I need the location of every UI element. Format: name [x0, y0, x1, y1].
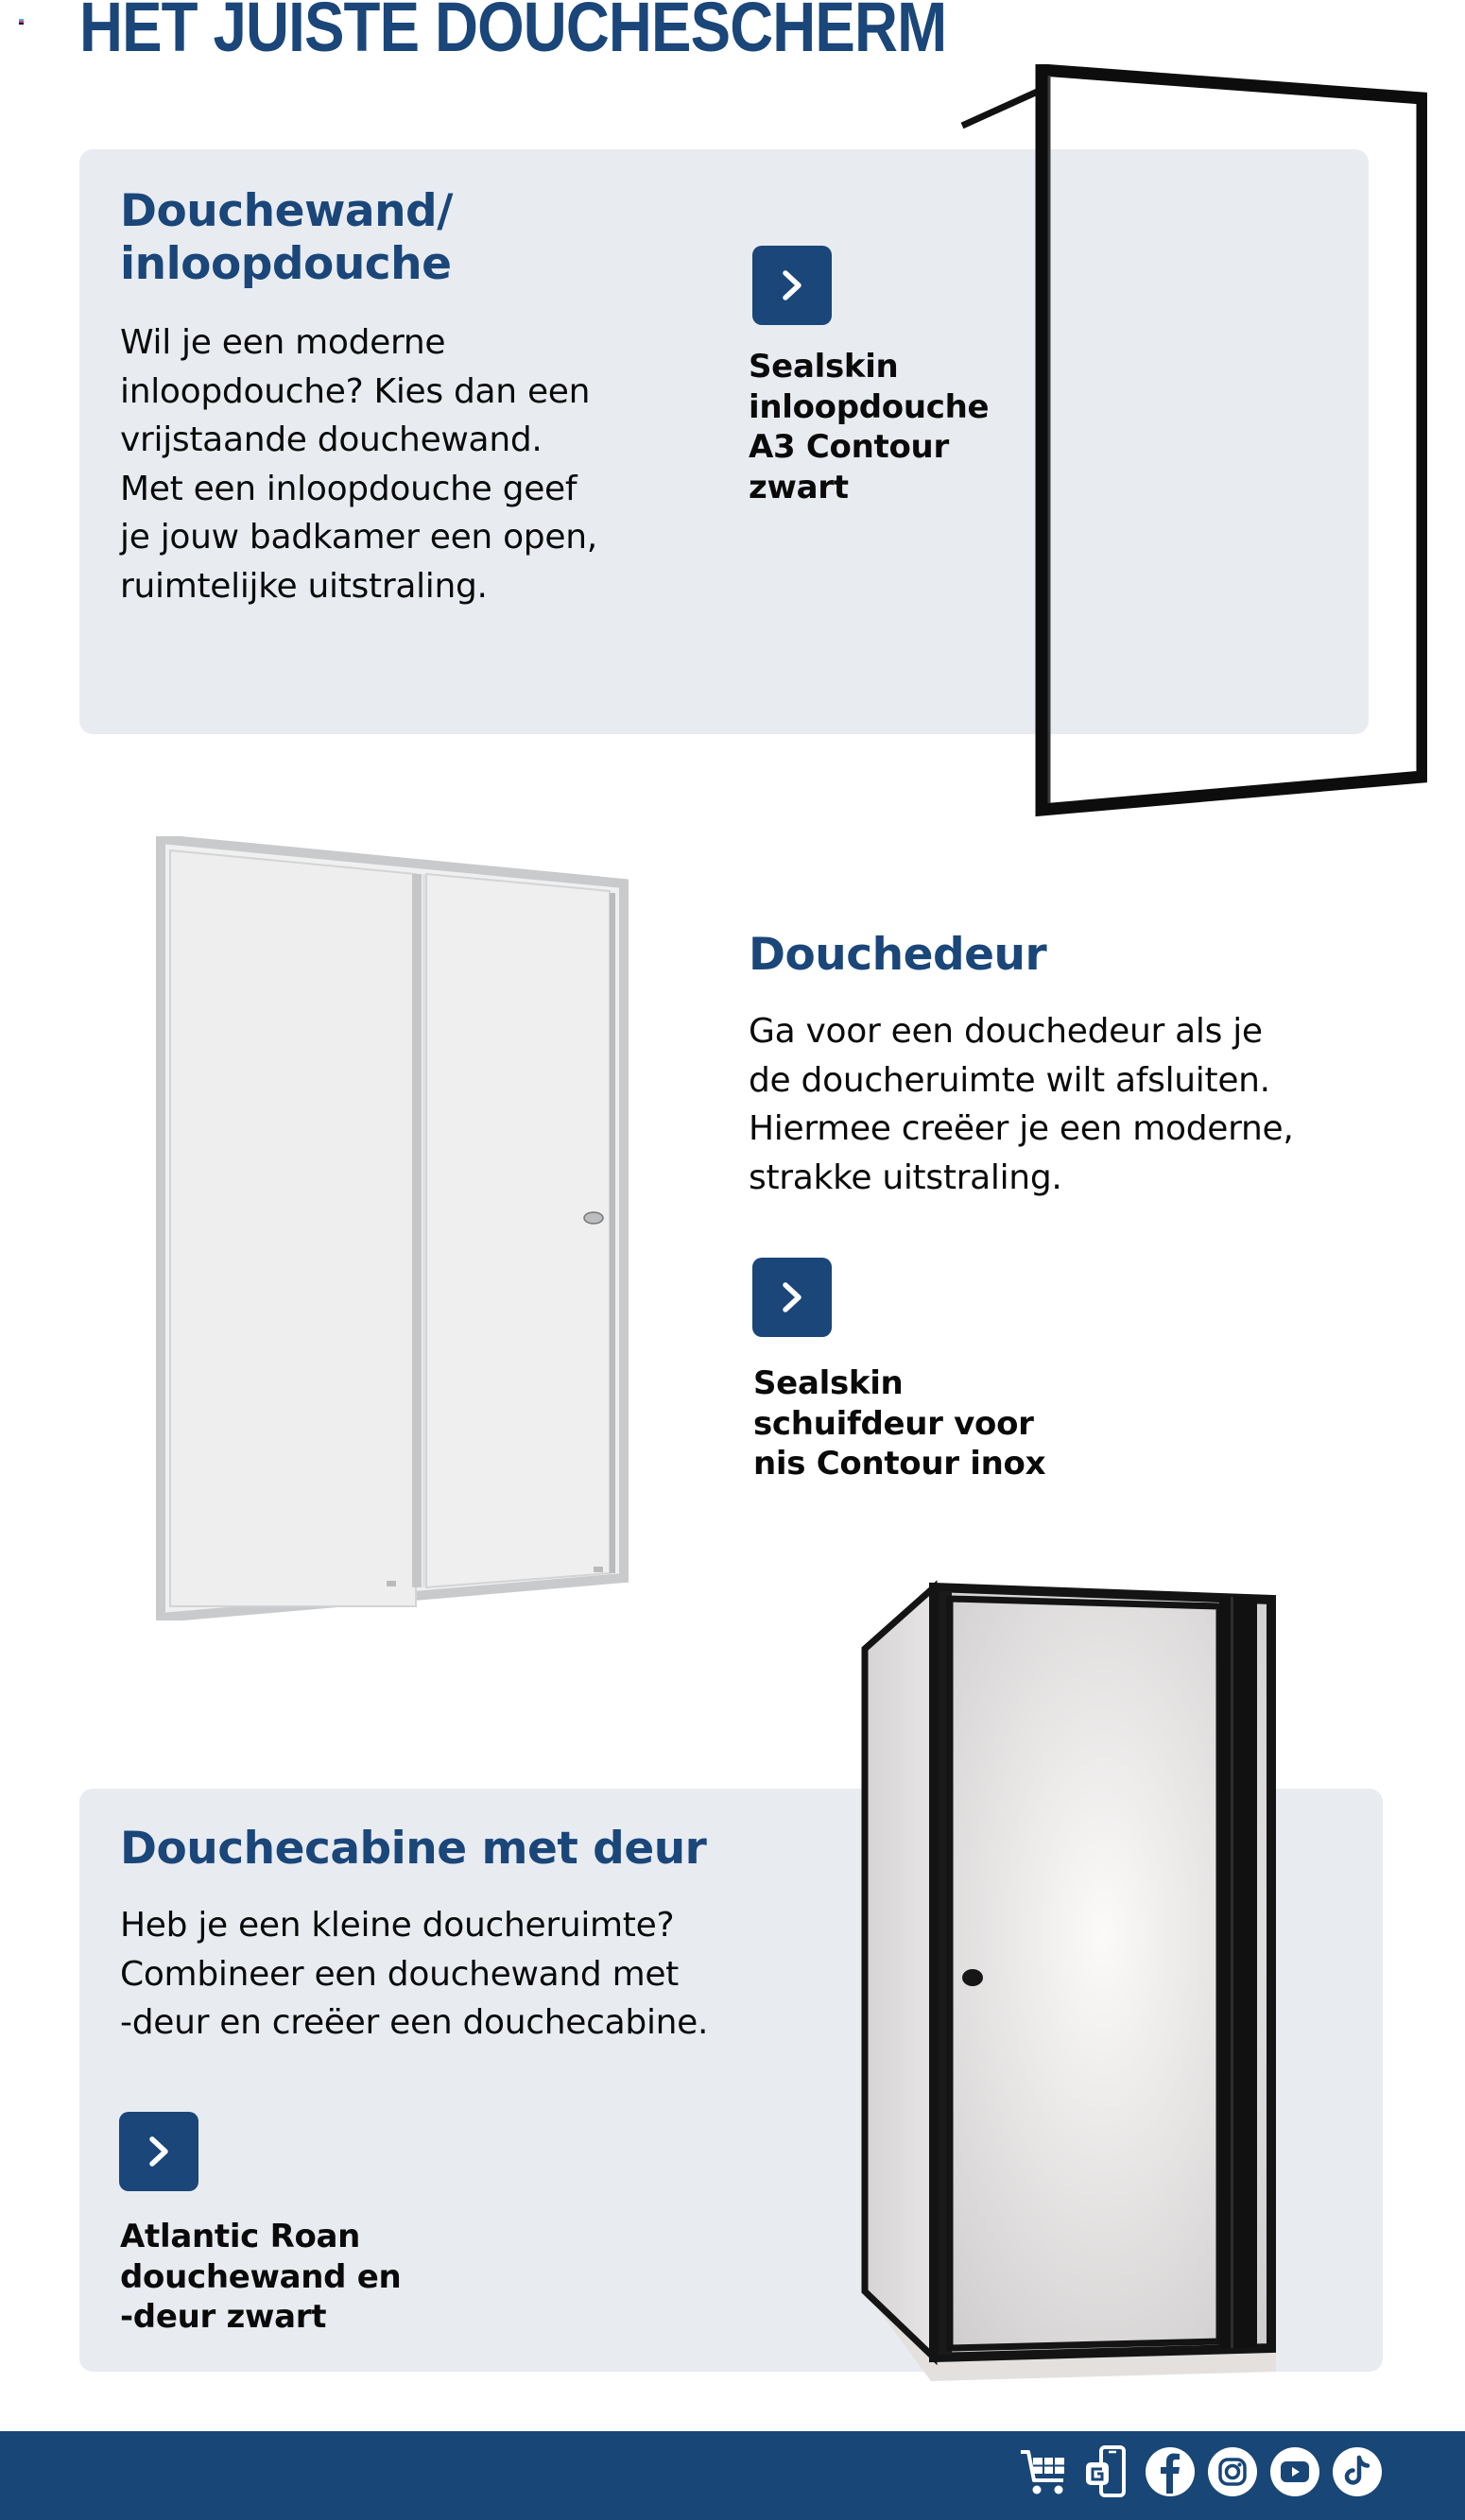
- product-link-button[interactable]: [752, 246, 832, 325]
- section-description: Heb je een kleine doucheruimte? Combineer een douchewand met -deur en creëer een douchecabine.: [120, 1906, 709, 2042]
- product-image-inloopdouche: [955, 64, 1427, 820]
- facebook-icon[interactable]: [1143, 2444, 1198, 2499]
- chevron-right-icon: [773, 266, 811, 304]
- product-name-link[interactable]: Atlantic Roan douchewand en -deur zwart: [120, 2218, 402, 2336]
- footer-social-icons: [1018, 2444, 1385, 2499]
- product-image-douchedeur: [156, 836, 633, 1620]
- section-heading: Douchecabine met deur: [120, 1823, 707, 1875]
- instagram-icon[interactable]: [1205, 2444, 1260, 2499]
- chevron-right-icon: [140, 2133, 178, 2170]
- page-title: HET JUISTE DOUCHESCHERM: [79, 0, 947, 66]
- chevron-right-icon: [773, 1278, 811, 1316]
- app-g-phone-icon[interactable]: [1080, 2444, 1135, 2499]
- section-heading: Douchewand/ inloopdouche: [120, 185, 453, 290]
- section-heading: Douchedeur: [749, 929, 1047, 981]
- product-link-button[interactable]: [119, 2112, 198, 2191]
- print-registration-mark: [19, 19, 24, 26]
- product-image-douchecabine: [851, 1573, 1285, 2405]
- product-name-link[interactable]: Sealskin schuifdeur voor nis Contour inox: [753, 1364, 1046, 1483]
- product-name-link[interactable]: Sealskin inloopdouche A3 Contour zwart: [749, 348, 990, 506]
- section-description: Ga voor een douchedeur als je de doucheruimte wilt afsluiten. Hiermee creëer je een moderne, strakke uitstraling.: [749, 1012, 1294, 1197]
- tiktok-icon[interactable]: [1330, 2444, 1385, 2499]
- product-link-button[interactable]: [752, 1258, 832, 1337]
- shopping-cart-icon[interactable]: [1018, 2444, 1073, 2499]
- youtube-icon[interactable]: [1267, 2444, 1322, 2499]
- footer-bar: [0, 2431, 1465, 2520]
- section-description: Wil je een moderne inloopdouche? Kies dan een vrijstaande douchewand. Met een inloopdouche geef je jouw badkamer een open, ruimtelijke uitstraling.: [120, 323, 597, 606]
